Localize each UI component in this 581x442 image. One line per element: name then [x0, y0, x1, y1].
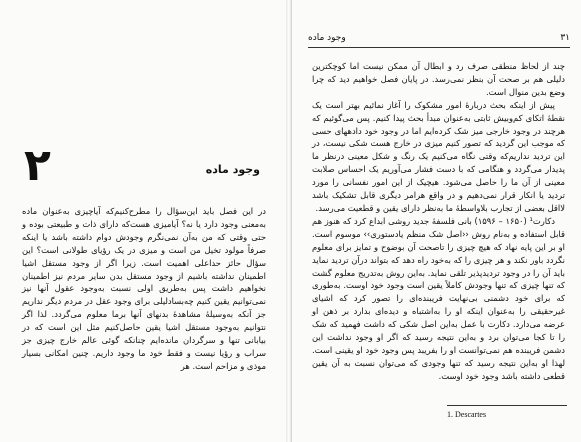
- right-page: [291, 0, 581, 442]
- left-page: [0, 0, 287, 442]
- paragraph: در این فصل باید این‌سؤال را مطرح‌کنیم‌که آیا‌چیزی به‌عنوان ماده به‌معنی وجود دارد یا نه؟ آیا‌میزی هست‌که دارای ذات و طبیعتی بوده و حتی وقتی که من به‌آن نمی‌نگرم وجودش دوام داشته باشد یا اینکه صرفاً مولود تخیل من است و میزی در یک رؤیای طولانی است؟ این سؤال حائز حداعلی اهمیت است. زیرا اگر از وجود مستقل اشیا اطمینان نداشته باشیم از وجود مستقل بدن سایر مردم نیز اطمینان نخواهیم داشت پس به‌طریق اولی نسبت به‌وجود عقول آنها نیز نمی‌توانیم یقین کنیم چه‌بسا‌دلیلی برای وجود عقل در مردم دیگر نداریم جز آنکه به‌وسیلهٔ مشاهدهٔ بدنهای آنها برما معلوم می‌گردد. لذا اگر نتوانیم به‌وجود مستقل اشیا یقین حاصل‌کنیم مثل این است که در بیابانی تنها و سرگردان مانده‌ایم چنانکه گوئی عالم خارج چیزی جز سراب و رؤیا نیست و فقط خود ما وجود داریم. چنین امکانی بسیار موذی و مزاحم است. هر: [22, 206, 266, 371]
- running-head: [308, 33, 570, 48]
- left-page-body: [22, 205, 266, 373]
- running-head-title: وجود ماده: [308, 33, 346, 43]
- paragraph: دکارت¹ (۱۶۵۰ – ۱۵۹۶) بانی فلسفهٔ جدید روشی ابداع کرد که هنوز هم قابل استفاده و به‌نام روش ‹‹اصل شک منظم یادستوری›› موسوم است. او بر این پایه نهاد که هیچ چیزی را تاصحت آن بوضوح و تمایز برای معلوم نگردد باور نکند و هر چیزی را که به‌خود راه دهد که بتواند درآن تردید نماید باید آن را در وجود تردید‌پذیر تلقی نماید. به‌این روش به‌تدریج معلوم گشت که تنها چیزی که تنها وجودش کاملاً یقین است وجود خود اوست. به‌طوری که برای خود دشمنی بی‌نهایت فریبنده‌ای را تصور کرد که اشیای غیرحقیقی را به‌عنوان اینکه او را به‌اشتباه و دیده‌ای بدارد بر ذهن او عرضه می‌دارد. دکارت با عمل به‌این اصل شکی که داشت فهمید که شک را تا کجا می‌توان برد و به‌این نتیجه رسید که اگر او وجود نداشت این دشمن فریبنده هم نمی‌توانست او را بفریبد پس وجود خود او یقینی است. لهذا او به‌این نتیجه رسید که تنها وجودی که می‌توان نسبت به آن یقین قطعی داشته باشد وجود خود اوست.: [312, 215, 565, 381]
- chapter-number: ۲: [24, 140, 51, 191]
- right-page-body: [312, 60, 565, 383]
- page-number: ۳۱: [560, 33, 570, 43]
- footnote-rule: [447, 405, 567, 406]
- chapter-title: وجود ماده: [205, 163, 260, 176]
- footnote: 1. Descartes: [447, 410, 487, 419]
- paragraph: پیش از اینکه بحث دربارهٔ امور مشکوک را آغاز نمائیم بهتر است یک نقطهٔ اتکای کم‌و‌بیش ثابتی به‌عنوان مبدأ بحث پیدا کنیم. پس می‌گوئیم که هر‌چند در وجود خارجی میز شک کرده‌ایم اما در وجود خود دادههای حسی که موجب این گردید که تصور کنیم میزی در خارج هست شکی نیست، در این تردید نداریم‌که وقتی نگاه می‌کنیم یک رنگ و شکل معینی در‌نظر ما پدیدار می‌گردد و هنگامی که با دست فشار می‌آوریم یک احساس صلابت معینی از آن ما را حاصل می‌شود. هیچیک از این امور نفسانی را مورد تردید یا انکار قرار نمی‌دهیم و در واقع هرامر دیگری قابل تشکیک باشد لااقل بعضی از تجارب بلاواسطهٔ ما به‌نظر دارای یقین و قطعیت می‌رسد.: [312, 99, 565, 213]
- paragraph: چند از لحاظ منطقی صرف رد و ابطال آن ممکن نیست اما کوچکترین دلیلی هم بر صحت آن بنظر نمی‌رسد. در پایان فصل خواهیم دید که چرا وضع بدین منوال است.: [312, 61, 565, 97]
